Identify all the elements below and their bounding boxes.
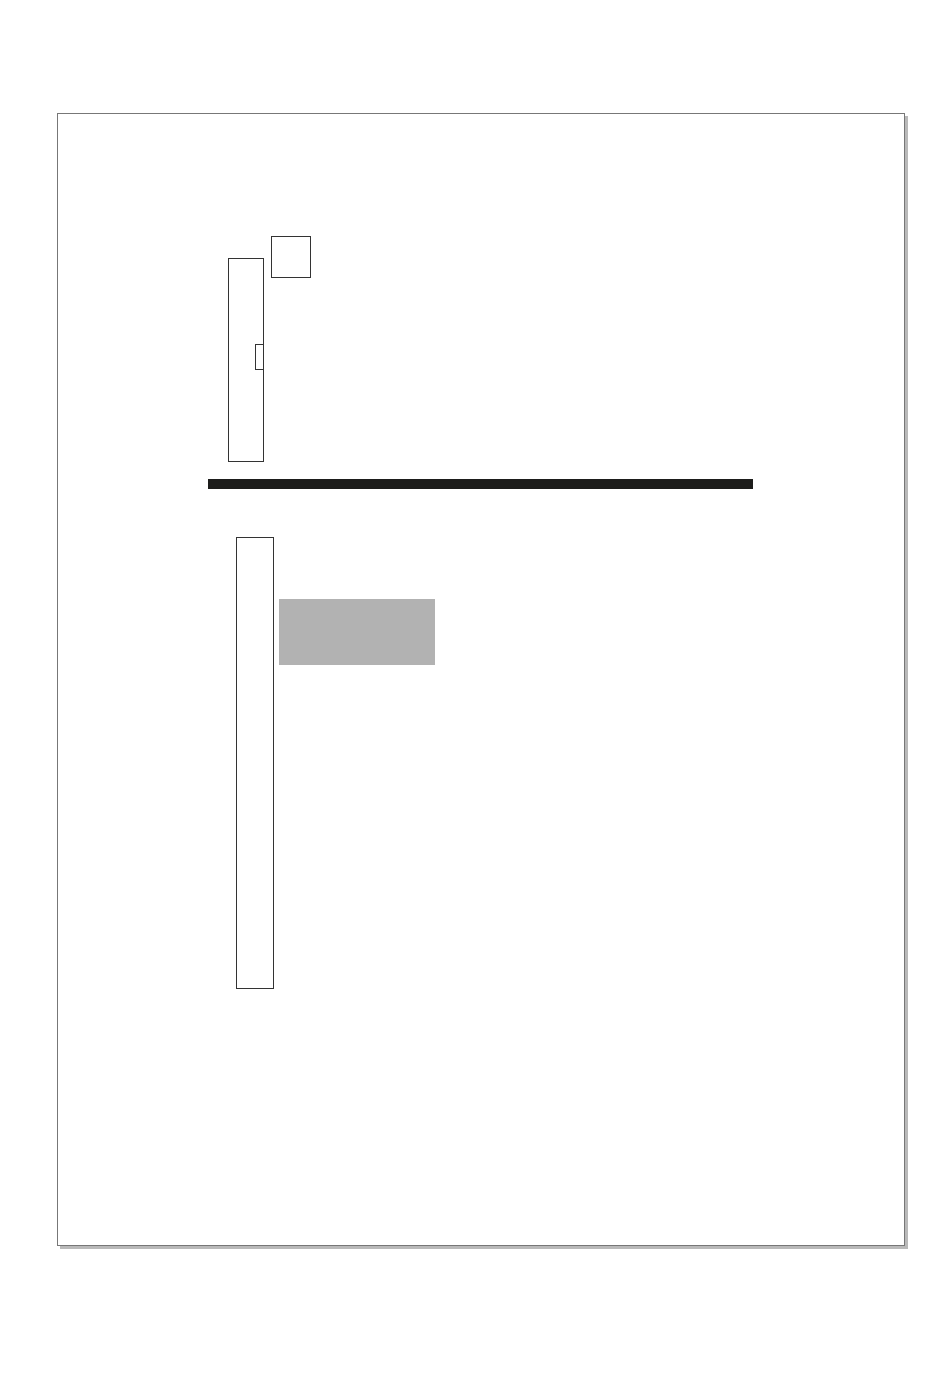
section-divider <box>208 479 753 489</box>
xs1-strip-outline <box>236 537 274 989</box>
drawing-sheet <box>57 113 905 1246</box>
k1-relay-body <box>279 599 435 665</box>
sv1-key-notch <box>255 344 264 370</box>
sv1-signal-box <box>271 236 311 278</box>
